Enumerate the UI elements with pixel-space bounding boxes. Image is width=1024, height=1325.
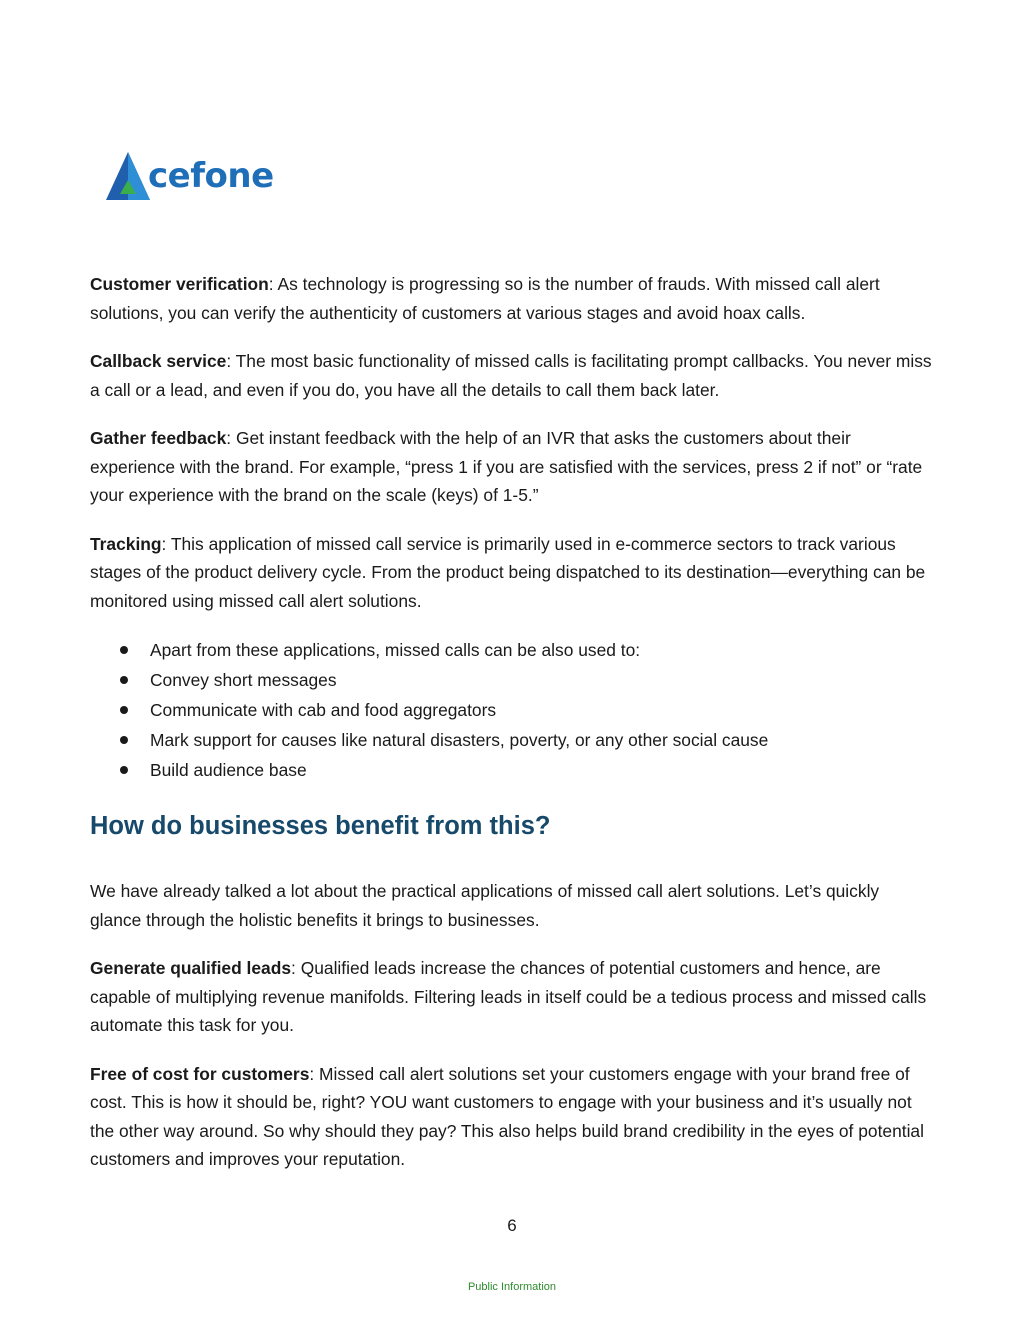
list-item (90, 695, 935, 725)
paragraph-title: Free of cost for customers (90, 1063, 310, 1084)
paragraph-title: Generate qualified leads (90, 958, 292, 978)
paragraph-text: : This application of missed call service is primarily used in e-commerce sectors to track various stages of the product delivery cycle. From the product being dispatched to its destination—everything can be monitored using missed call alert solutions. (90, 533, 926, 611)
list-item-text: Communicate with cab and food aggregators (150, 700, 497, 720)
logo-wordmark: cefone (148, 156, 274, 196)
paragraph-generate-qualified-leads (90, 954, 935, 1040)
paragraph-callback-service (90, 347, 935, 404)
list-item-text: Apart from these applications, missed calls can be also used to: (150, 640, 641, 660)
document-body (90, 270, 935, 1194)
paragraph-text: : Missed call alert solutions set your customers engage with your brand free of cost. This is how it should be, right? YOU want customers to engage with your business and it’s usually not the other way around. So why should they pay? This also helps build brand credibility in the eyes of potential customers and improves your reputation. (90, 1063, 924, 1169)
bullet-icon (120, 646, 128, 654)
section-heading: How do businesses benefit from this? (90, 812, 551, 840)
paragraph-title: Callback service (90, 351, 227, 371)
paragraph-title: Customer verification (90, 274, 269, 294)
paragraph-free-of-cost (90, 1060, 935, 1174)
intro-paragraph: We have already talked a lot about the practical applications of missed call alert solutions. Let’s quickly glance through the holistic benefits it brings to businesses. (90, 881, 880, 930)
acefone-logo (104, 146, 274, 202)
bullet-list (90, 635, 935, 785)
bullet-icon (120, 766, 128, 774)
paragraph-title: Gather feedback (90, 428, 227, 448)
list-item (90, 755, 935, 785)
paragraph-text: : Get instant feedback with the help of an IVR that asks the customers about their experience with the brand. For example, “press 1 if you are satisfied with the services, press 2 if not” or “rate your experience with the brand on the scale (keys) of 1-5.” (90, 428, 923, 505)
bullet-icon (120, 736, 128, 744)
list-item-text: Build audience base (150, 760, 307, 780)
paragraph-customer-verification (90, 270, 935, 327)
list-item-text: Convey short messages (150, 670, 337, 690)
bullet-icon (120, 676, 128, 684)
paragraph-title: Tracking (90, 533, 162, 554)
paragraph-gather-feedback (90, 424, 935, 510)
paragraph-text: : The most basic functionality of missed calls is facilitating prompt callbacks. You never miss a call or a lead, and even if you do, you have all the details to call them back later. (90, 351, 932, 400)
bullet-icon (120, 706, 128, 714)
list-item (90, 635, 935, 665)
list-item (90, 725, 935, 755)
list-item-text: Mark support for causes like natural disasters, poverty, or any other social cause (150, 730, 769, 750)
list-item (90, 665, 935, 695)
footer-classification: Public Information (467, 1281, 557, 1293)
page-number: 6 (507, 1216, 517, 1235)
paragraph-text: : As technology is progressing so is the number of frauds. With missed call alert solutions, you can verify the authenticity of customers at various stages and avoid hoax calls. (90, 274, 880, 323)
paragraph-tracking (90, 530, 935, 616)
acefone-logo-mark-icon (104, 150, 152, 202)
paragraph-text: : Qualified leads increase the chances of potential customers and hence, are capable of multiplying revenue manifolds. Filtering leads in itself could be a tedious process and missed calls automate this task for you. (90, 958, 927, 1035)
